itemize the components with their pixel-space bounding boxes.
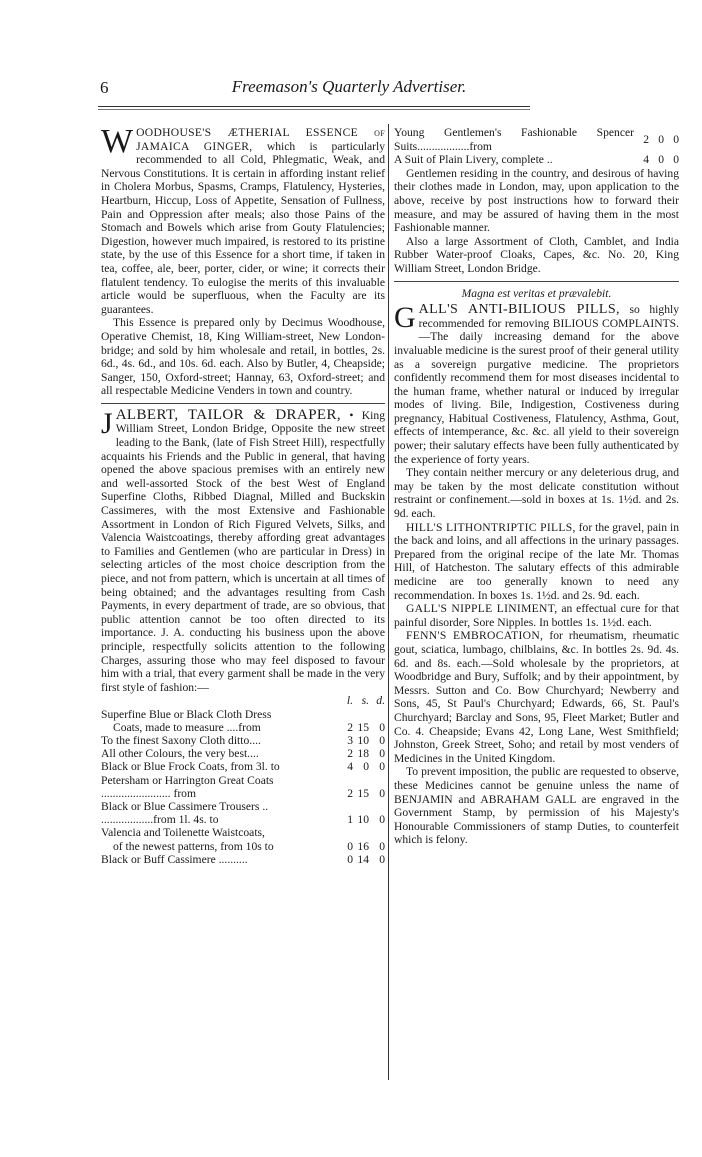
header-rule	[98, 106, 530, 107]
price-d: 0	[379, 760, 385, 774]
price-d: 0	[673, 153, 679, 167]
price-d: 0	[379, 839, 385, 853]
price-s: 10	[357, 733, 369, 747]
gall-heading: ALL'S ANTI-BILIOUS PILLS,	[418, 302, 620, 318]
gentlemen-paragraph: Gentlemen residing in the country, and desirous of having their clothes made in London, may, upon application to the above, receive by post instructions how to forward their measure, and may be assured of having them in the most Fashionable manner.	[394, 166, 679, 235]
price-d: 0	[379, 813, 385, 827]
fenn-heading: FENN'S EMBROCATION,	[406, 629, 544, 643]
price-l	[337, 826, 353, 839]
price-s: 0	[363, 760, 369, 774]
price-item: Superfine Blue or Black Cloth Dress	[101, 707, 272, 721]
price-s	[353, 708, 369, 721]
cloaks-paragraph: Also a large Assortment of Cloth, Camblet, and India Rubber Water-proof Cloaks, Capes, &c. No. 20, King William Street, London Bridge.	[394, 234, 679, 275]
price-s: 16	[357, 839, 369, 853]
nipple-heading: GALL'S NIPPLE LINIMENT,	[406, 602, 558, 616]
price-list	[101, 694, 385, 866]
price-item: of the newest patterns, from 10s to	[113, 839, 274, 853]
price-l: 0	[347, 852, 353, 866]
price-item: A Suit of Plain Livery, complete ..	[394, 153, 553, 167]
price-l: 4	[643, 153, 649, 167]
price-s	[353, 800, 369, 813]
price-item: Petersham or Harrington Great Coats	[101, 773, 274, 787]
advert-divider	[394, 281, 679, 282]
price-l: 2	[347, 786, 353, 800]
price-l: 2	[643, 132, 649, 146]
price-column-header: l.	[346, 694, 353, 708]
price-s: 18	[357, 747, 369, 761]
price-row	[101, 774, 385, 787]
price-row	[101, 813, 385, 826]
price-l: 2	[347, 747, 353, 761]
price-s: 15	[357, 786, 369, 800]
price-l	[337, 774, 353, 787]
price-row	[101, 840, 385, 853]
column-divider	[388, 124, 389, 1080]
price-item: Valencia and Toilenette Waistcoats,	[101, 826, 265, 840]
price-row	[101, 747, 385, 760]
price-l	[337, 800, 353, 813]
albert-heading: ALBERT, TAILOR & DRAPER,	[115, 406, 342, 423]
price-row	[101, 721, 385, 734]
price-d	[369, 800, 385, 813]
price-row	[101, 826, 385, 839]
price-row	[101, 853, 385, 866]
albert-dropcap: J	[101, 406, 113, 440]
price-item: ........................ from	[101, 786, 196, 800]
page-number: 6	[100, 78, 109, 97]
price-item: All other Colours, the very best....	[101, 747, 259, 761]
advert-divider	[101, 403, 385, 404]
price-l: 1	[347, 813, 353, 827]
price-column-header: d.	[376, 694, 385, 708]
price-l: 2	[347, 720, 353, 734]
fenn-body: for rheumatism, rheumatic gout, sciatica, lumbago, chilblains, &c. In bottles 2s. 9d. 4s. 6d. and 8s. each.—Sold wholesale by the proprietors, at Woodbridge and Bury, Suffolk; and by their appointment, by Messrs. Sutton and Co. Bow Churchyard; Newberry and Sons, 45, St Paul's Churchyard; Edwards, 66, St. Paul's Churchyard; Barclay and Sons, 95, Fleet Market; Butler and Co. 4. Cheapside; Evans 42, Long Lane, West Smithfield; Johnston, Greek Street, Soho; and retail by most venders of Medicines in the United Kingdom.	[394, 629, 679, 765]
price-item: Black or Buff Cassimere ..........	[101, 852, 248, 866]
hill-body: for the gravel, pain in the back and loins, and all affections in the urinary passages. Prepared from the original recipe of the late Mr. Thomas Hill, of Hatcheston. The salutary effects of this admirable medicine are too generally known to need any recommendation. In boxes 1s. 1½d. and 2s. 9d. each.	[394, 520, 679, 602]
running-title: Freemason's Quarterly Advertiser.	[231, 77, 467, 96]
price-d: 0	[673, 132, 679, 146]
woodhouse-advert	[101, 123, 385, 398]
price-row	[101, 760, 385, 773]
woodhouse-heading: OODHOUSE'S ÆTHERIAL ESSENCE of JAMAICA GINGER,	[136, 126, 385, 153]
albert-price-continued	[394, 126, 679, 167]
price-s: 14	[357, 852, 369, 866]
right-column	[394, 126, 679, 847]
price-s	[353, 774, 369, 787]
price-row	[101, 800, 385, 813]
price-s: 10	[357, 813, 369, 827]
price-d: 0	[379, 852, 385, 866]
price-s	[353, 826, 369, 839]
price-l: 3	[347, 733, 353, 747]
price-header-row	[101, 694, 385, 707]
nipple-body: an effectual cure for that painful disorder, Sore Nipples. In bottles 1s. 1½d. each.	[394, 602, 680, 629]
price-s: 0	[658, 132, 664, 146]
price-row	[394, 126, 679, 153]
price-item: To the finest Saxony Cloth ditto....	[101, 733, 261, 747]
latin-motto: Magna est veritas et prævalebit.	[461, 286, 612, 300]
price-d	[369, 826, 385, 839]
price-item: Black or Blue Frock Coats, from 3l. to	[101, 760, 280, 774]
hill-heading: HILL'S LITHONTRIPTIC PILLS,	[406, 520, 576, 534]
price-d: 0	[379, 786, 385, 800]
price-row	[394, 153, 679, 167]
price-d	[369, 708, 385, 721]
price-item: ..................from 1l. 4s. to	[101, 813, 219, 827]
albert-advert	[101, 406, 385, 866]
price-d: 0	[379, 747, 385, 761]
price-s: 0	[658, 153, 664, 167]
price-column-header: s.	[361, 694, 369, 708]
price-l	[337, 708, 353, 721]
gall-dropcap: G	[394, 301, 416, 335]
price-d: 0	[379, 733, 385, 747]
header-rule-thin	[98, 109, 530, 110]
price-row	[101, 734, 385, 747]
gall-body-1: so highly recommended for removing BILIOUS COMPLAINTS.—The daily increasing demand for the above invaluable medicine is the surest proof of their general utility as a sovereign purgative medicine. The proprietors confidently recommend them for most diseases incidental to the human frame, whether natural or induced by irregular modes of living. Bile, Indigestion, Costiveness during pregnancy, Habitual Costiveness, Flatulency, Asthma, Gout, effects of intemperance, &c. &c. all yield to their sovereign power; their salutary effects have been fully authenticated by the experience of forty years.	[394, 303, 680, 466]
price-item: Black or Blue Cassimere Trousers ..	[101, 799, 269, 813]
left-column	[101, 123, 385, 866]
page-header	[98, 72, 530, 100]
prevent-imposition-paragraph: To prevent imposition, the public are requested to observe, these Medicines cannot be genuine unless the name of BENJAMIN and ABRAHAM GALL are engraved in the Government Stamp, by permission of his Majesty's Honourable Commissioners of stamp Duties, to counterfeit which is felony.	[394, 765, 679, 847]
price-item: Coats, made to measure ....from	[113, 720, 261, 734]
price-d	[369, 774, 385, 787]
gall-body-2: They contain neither mercury or any deleterious drug, and may be taken by the most delicate constitution without restraint or confinement.—sold in boxes at 1s. 1½d. and 2s. 9d. each.	[394, 466, 679, 521]
price-l: 4	[347, 760, 353, 774]
price-row	[101, 787, 385, 800]
price-d: 0	[379, 720, 385, 734]
woodhouse-body-2: This Essence is prepared only by Decimus Woodhouse, Operative Chemist, 18, King William-street, New London-bridge; and sold by him wholesale and retail, in bottles, 2s. 6d., 4s. 6d., and 10s. 6d. each. Also by Butler, 4, Cheapside; Sanger, 150, Oxford-street; Hannay, 63, Oxford-street; and all respectable Medicine Venders in town and country.	[101, 316, 385, 398]
albert-body: • King William Street, London Bridge, Opposite the new street leading to the Bank, (late of Fish Street Hill), respectfully acquaints his Friends and the Public in general, that having opened the above spacious premises with an entirely new and well-assorted Stock of the best West of England Superfine Cloths, Ribbed Diagnal, Milled and Buckskin Cassimeres, with the most Extensive and Fashionable Assortment in London of Rich Figured Velvets, Silks, and Valencia Waistcoatings, thereby affording great advantages to Families and Gentlemen (who are particular in Dress) in selecting articles of the most choice description from the piece, and not from pattern, which is uncertain at all times of being obtained; and the advantages resulting from Cash Payments, in every department of trade, are so obvious, that public attention cannot be too often directed to its importance. J. A. conducting his business upon the above principle, respectfully solicits attention to the following Charges, assuring those who may feel disposed to favour him with a trial, that every garment shall be made in the very first style of fashion:—	[101, 408, 385, 694]
price-l: 0	[347, 839, 353, 853]
price-item: Young Gentlemen's Fashionable Spencer Suits..................from	[394, 126, 634, 153]
woodhouse-body-1: which is particularly recommended to all Cold, Phlegmatic, Weak, and Nervous Constitutions. It is certain in affording instant relief in Cholera Morbus, Spasms, Cramps, Flatulency, Hysteries, Heartburn, Hiccup, Loss of Appetite, Sensation of Fullness, Pain and Oppression after meals; also those Pains of the Stomach and Bowels which arise from Gouty Flatulencies; Digestion, however much impaired, is restored to its pristine state, by the use of this Essence for a short time, if taken in tea, coffee, ale, beer, porter, cider, or wine; it corrects their flatulent tendency. To eulogise the merits of this invaluable article would be superfluous, when the Faculty are its guarantees.	[101, 139, 385, 316]
price-s: 15	[357, 720, 369, 734]
price-row	[101, 708, 385, 721]
woodhouse-dropcap: W	[101, 123, 134, 160]
